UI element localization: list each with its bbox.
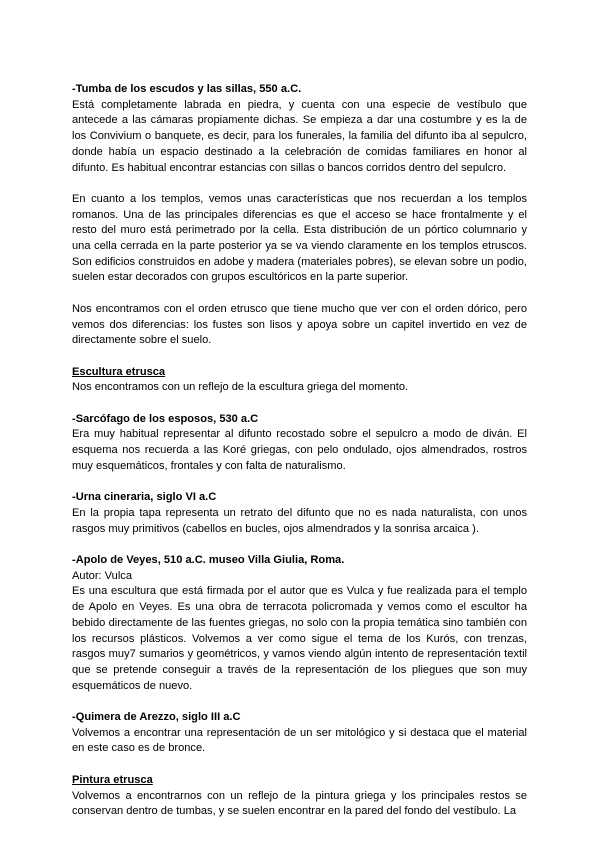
paragraph-pintura-etrusca: Volvemos a encontrarnos con un reflejo de la pintura griega y los principales restos se conservan dentro de tumbas, y se suelen encontrar en la pared del fondo del vestíbulo. La bbox=[72, 789, 527, 818]
section-orden-etrusco bbox=[72, 302, 527, 349]
section-templos bbox=[72, 192, 527, 286]
paragraph-orden-etrusco: Nos encontramos con el orden etrusco que tiene mucho que ver con el orden dórico, pero vemos dos diferencias: los fustes son lisos y apoya sobre un capitel invertido en vez de directamente sobre el suelo. bbox=[72, 302, 527, 347]
section-pintura-etrusca bbox=[72, 773, 527, 820]
paragraph-escultura-etrusca: Nos encontramos con un reflejo de la escultura griega del momento. bbox=[72, 381, 409, 394]
paragraph-urna-cineraria: En la propia tapa representa un retrato del difunto que no es nada naturalista, con unos rasgos muy primitivos (cabellos en bucles, ojos almendrados y la sonrisa arcaica ). bbox=[72, 506, 527, 535]
paragraph-apolo-veyes: Es una escultura que está firmada por el autor que es Vulca y fue realizada para el templo de Apolo en Veyes. Es una obra de terracota policromada y vemos como el escultor ha bebido directamente de las fuentes griegas, no solo con la propia temática sino también con los recursos plásticos. Volvemos a ver como sigue el tema de los Kurós, con trenzas, rasgos muy7 sumarios y geométricos, y vamos viendo algún intento de representación textil que se pretende conseguir a través de la representación de los pliegues que son muy esquemáticos de nuevo. bbox=[72, 585, 527, 692]
section-tumba-escudos bbox=[72, 82, 527, 176]
heading-escultura-etrusca: Escultura etrusca bbox=[72, 365, 166, 378]
section-apolo-veyes bbox=[72, 553, 527, 694]
paragraph-sarcofago: Era muy habitual representar al difunto recostado sobre el sepulcro a modo de diván. El esquema nos recuerda a las Koré griegas, con pelo ondulado, ojos almendrados, rostros muy esquemáticos, frontales y con falta de naturalismo. bbox=[72, 428, 527, 472]
paragraph-templos: En cuanto a los templos, vemos unas características que nos recuerdan a los templos romanos. Una de las principales diferencias es que el acceso se hace frontalmente y el resto del muro está perimetrado por la cella. Esta distribución de un pórtico columnario y una cella cerrada en la parte posterior ya se va viendo claramente en los templos etruscos. Son edificios construidos en adobe y madera (materiales pobres), se elevan sobre un podio, suelen estar decorados con grupos escultóricos en la parte superior. bbox=[72, 192, 527, 284]
paragraph-quimera-arezzo: Volvemos a encontrar una representación de un ser mitológico y si destaca que el material en este caso es de bronce. bbox=[72, 726, 527, 755]
heading-apolo-veyes: -Apolo de Veyes, 510 a.C. museo Villa Giulia, Roma. bbox=[72, 554, 345, 566]
section-quimera-arezzo bbox=[72, 710, 527, 757]
heading-pintura-etrusca: Pintura etrusca bbox=[72, 773, 153, 786]
section-escultura-etrusca bbox=[72, 365, 527, 396]
heading-sarcofago: -Sarcófago de los esposos, 530 a.C bbox=[72, 412, 259, 425]
author-apolo-veyes: Autor: Vulca bbox=[72, 569, 133, 582]
heading-urna-cineraria: -Urna cineraria, siglo VI a.C bbox=[72, 491, 217, 504]
section-sarcofago bbox=[72, 412, 527, 475]
section-urna-cineraria bbox=[72, 490, 527, 537]
heading-tumba-escudos: -Tumba de los escudos y las sillas, 550 a.C. bbox=[72, 83, 302, 95]
document-page bbox=[72, 82, 527, 836]
paragraph-tumba-escudos: Está completamente labrada en piedra, y cuenta con una especie de vestíbulo que antecede a las cámaras propiamente dichas. Se empieza a dar una costumbre y es la de los Convivium o banquete, es decir, para los funerales, la familia del difunto iba al sepulcro, donde había un espacio destinado a la celebración de comidas familiares en honor al difunto. Es habitual encontrar estancias con sillas o bancos corridos dentro del sepulcro. bbox=[72, 98, 527, 174]
heading-quimera-arezzo: -Quimera de Arezzo, siglo III a.C bbox=[72, 711, 241, 724]
